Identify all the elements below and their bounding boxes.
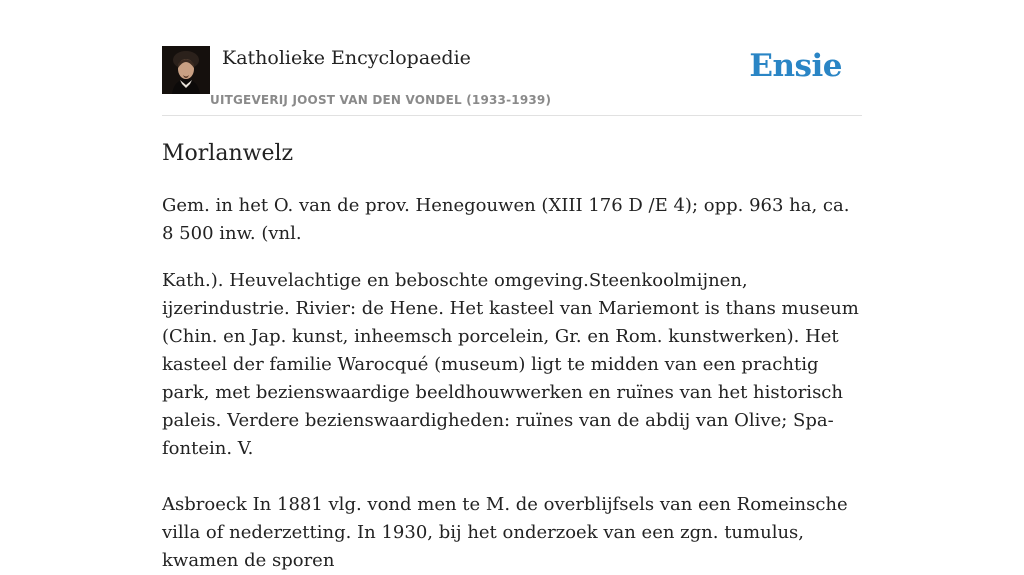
article-paragraph: Asbroeck In 1881 vlg. vond men te M. de overblijfsels van een Romeinsche villa of nederzetting. In 1930, bij het onderzoek van een zgn. tumulus, kwamen de sporen	[162, 494, 848, 571]
publication-header	[162, 44, 862, 116]
article	[162, 138, 862, 575]
article-title: Morlanwelz	[162, 141, 294, 166]
ensie-logo-link[interactable]: Ensie	[749, 48, 842, 84]
article-paragraph: Kath.). Heuvelachtige en beboschte omgeving.Steenkoolmijnen, ijzerindustrie. Rivier: de Hene. Het kasteel van Mariemont is thans museum (Chin. en Jap. kunst, inheemsch porcelein, Gr. en Rom. kunstwerken). Het kasteel der familie Warocqué (museum) ligt te midden van een prachtig park, met bezienswaardige beeldhouwwerken en ruïnes van het historisch paleis. Verdere bezienswaardigheden: ruïnes van de abdij van Olive; Spa-fontein. V.	[162, 270, 859, 459]
publisher-subtitle: UITGEVERIJ JOOST VAN DEN VONDEL (1933-1939)	[210, 93, 552, 107]
article-paragraph: Gem. in het O. van de prov. Henegouwen (XIII 176 D /E 4); opp. 963 ha, ca. 8 500 inw. (vnl.	[162, 195, 850, 244]
publication-title[interactable]: Katholieke Encyclopaedie	[222, 47, 471, 69]
portrait-avatar-icon[interactable]	[162, 46, 210, 94]
